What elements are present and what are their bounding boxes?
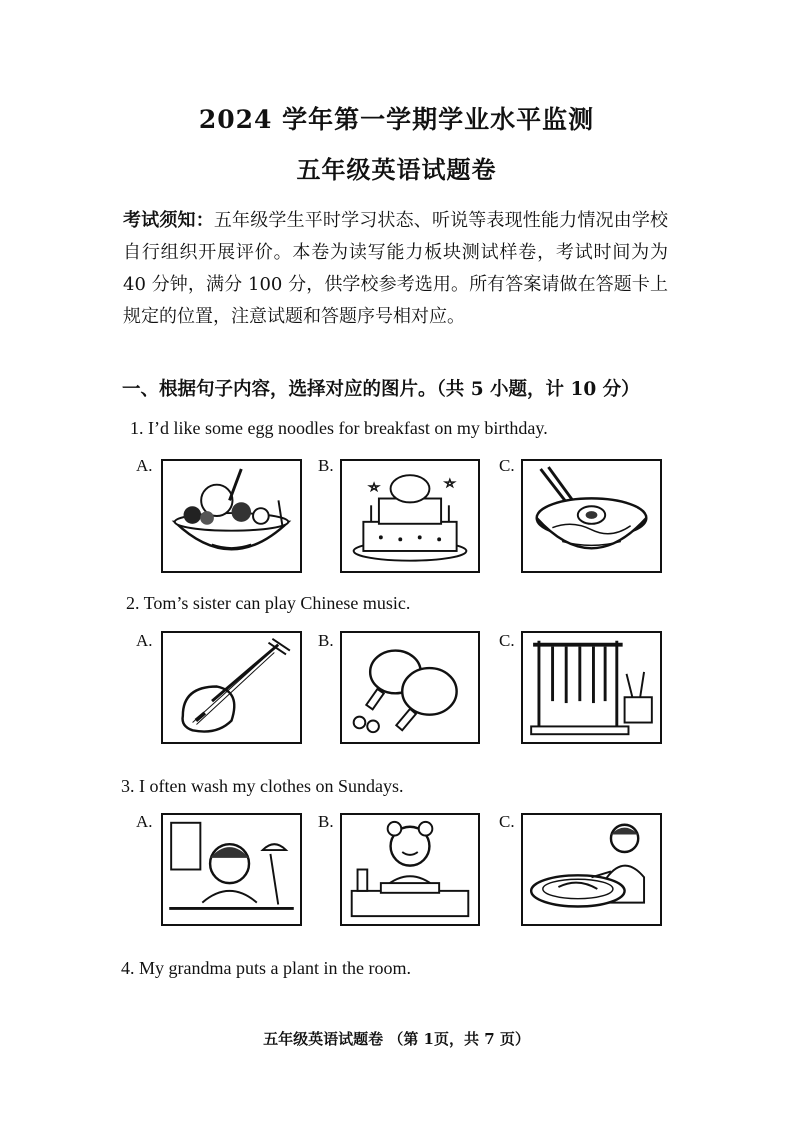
exam-notice: [123, 205, 668, 333]
exam-title: 2024 学年第一学期学业水平监测: [198, 105, 595, 134]
girl-cooking-icon: [342, 815, 478, 924]
q1-option-c-label: C.: [499, 456, 515, 475]
q2-option-b-image[interactable]: [340, 631, 480, 744]
noodle-bowl-icon: [523, 461, 660, 571]
fruit-bowl-icon: [163, 461, 300, 571]
boy-reading-icon: [163, 815, 300, 924]
q1-option-b-image[interactable]: [340, 459, 480, 573]
q3-option-a-image[interactable]: [161, 813, 302, 926]
question-3-text: 3. I often wash my clothes on Sundays.: [121, 776, 404, 796]
q2-option-a-label: A.: [136, 631, 153, 650]
q2-option-c-image[interactable]: [521, 631, 662, 744]
q2-option-a-image[interactable]: [161, 631, 302, 744]
q3-option-c-label: C.: [499, 812, 515, 831]
question-2-text: 2. Tom’s sister can play Chinese music.: [126, 593, 411, 613]
q3-option-b-label: B.: [318, 812, 334, 831]
brush-rack-icon: [523, 633, 660, 742]
pipa-icon: [163, 633, 300, 742]
exam-subtitle: 五年级英语试题卷: [296, 155, 497, 184]
notice-body: 五年级学生平时学习状态、听说等表现性能力情况由学校自行组织开展评价。本卷为读写能力板块测试样卷，考试时间为为 40 分钟，满分 100 分，供学校参考选用。所有答案请做在答题卡上规定的位置，注意试题和答题序号相对应。: [123, 210, 669, 327]
q3-option-a-label: A.: [136, 812, 153, 831]
q2-option-b-label: B.: [318, 631, 334, 650]
question-4-text: 4. My grandma puts a plant in the room.: [121, 958, 411, 978]
q2-option-c-label: C.: [499, 631, 515, 650]
q3-option-c-image[interactable]: [521, 813, 662, 926]
q3-option-b-image[interactable]: [340, 813, 480, 926]
page-footer: 五年级英语试题卷 （第 1页，共 7 页）: [263, 1030, 530, 1048]
notice-label: 考试须知：: [123, 210, 214, 231]
girl-washing-icon: [523, 815, 660, 924]
q1-option-a-label: A.: [136, 456, 153, 475]
q1-option-a-image[interactable]: [161, 459, 302, 573]
q1-option-c-image[interactable]: [521, 459, 662, 573]
ping-pong-paddles-icon: [342, 633, 478, 742]
section-heading: 一、根据句子内容，选择对应的图片。（共 5 小题，计 10 分）: [122, 379, 640, 400]
q1-option-b-label: B.: [318, 456, 334, 475]
question-1-text: 1. I’d like some egg noodles for breakfast on my birthday.: [130, 418, 548, 438]
birthday-cake-icon: [342, 461, 478, 571]
